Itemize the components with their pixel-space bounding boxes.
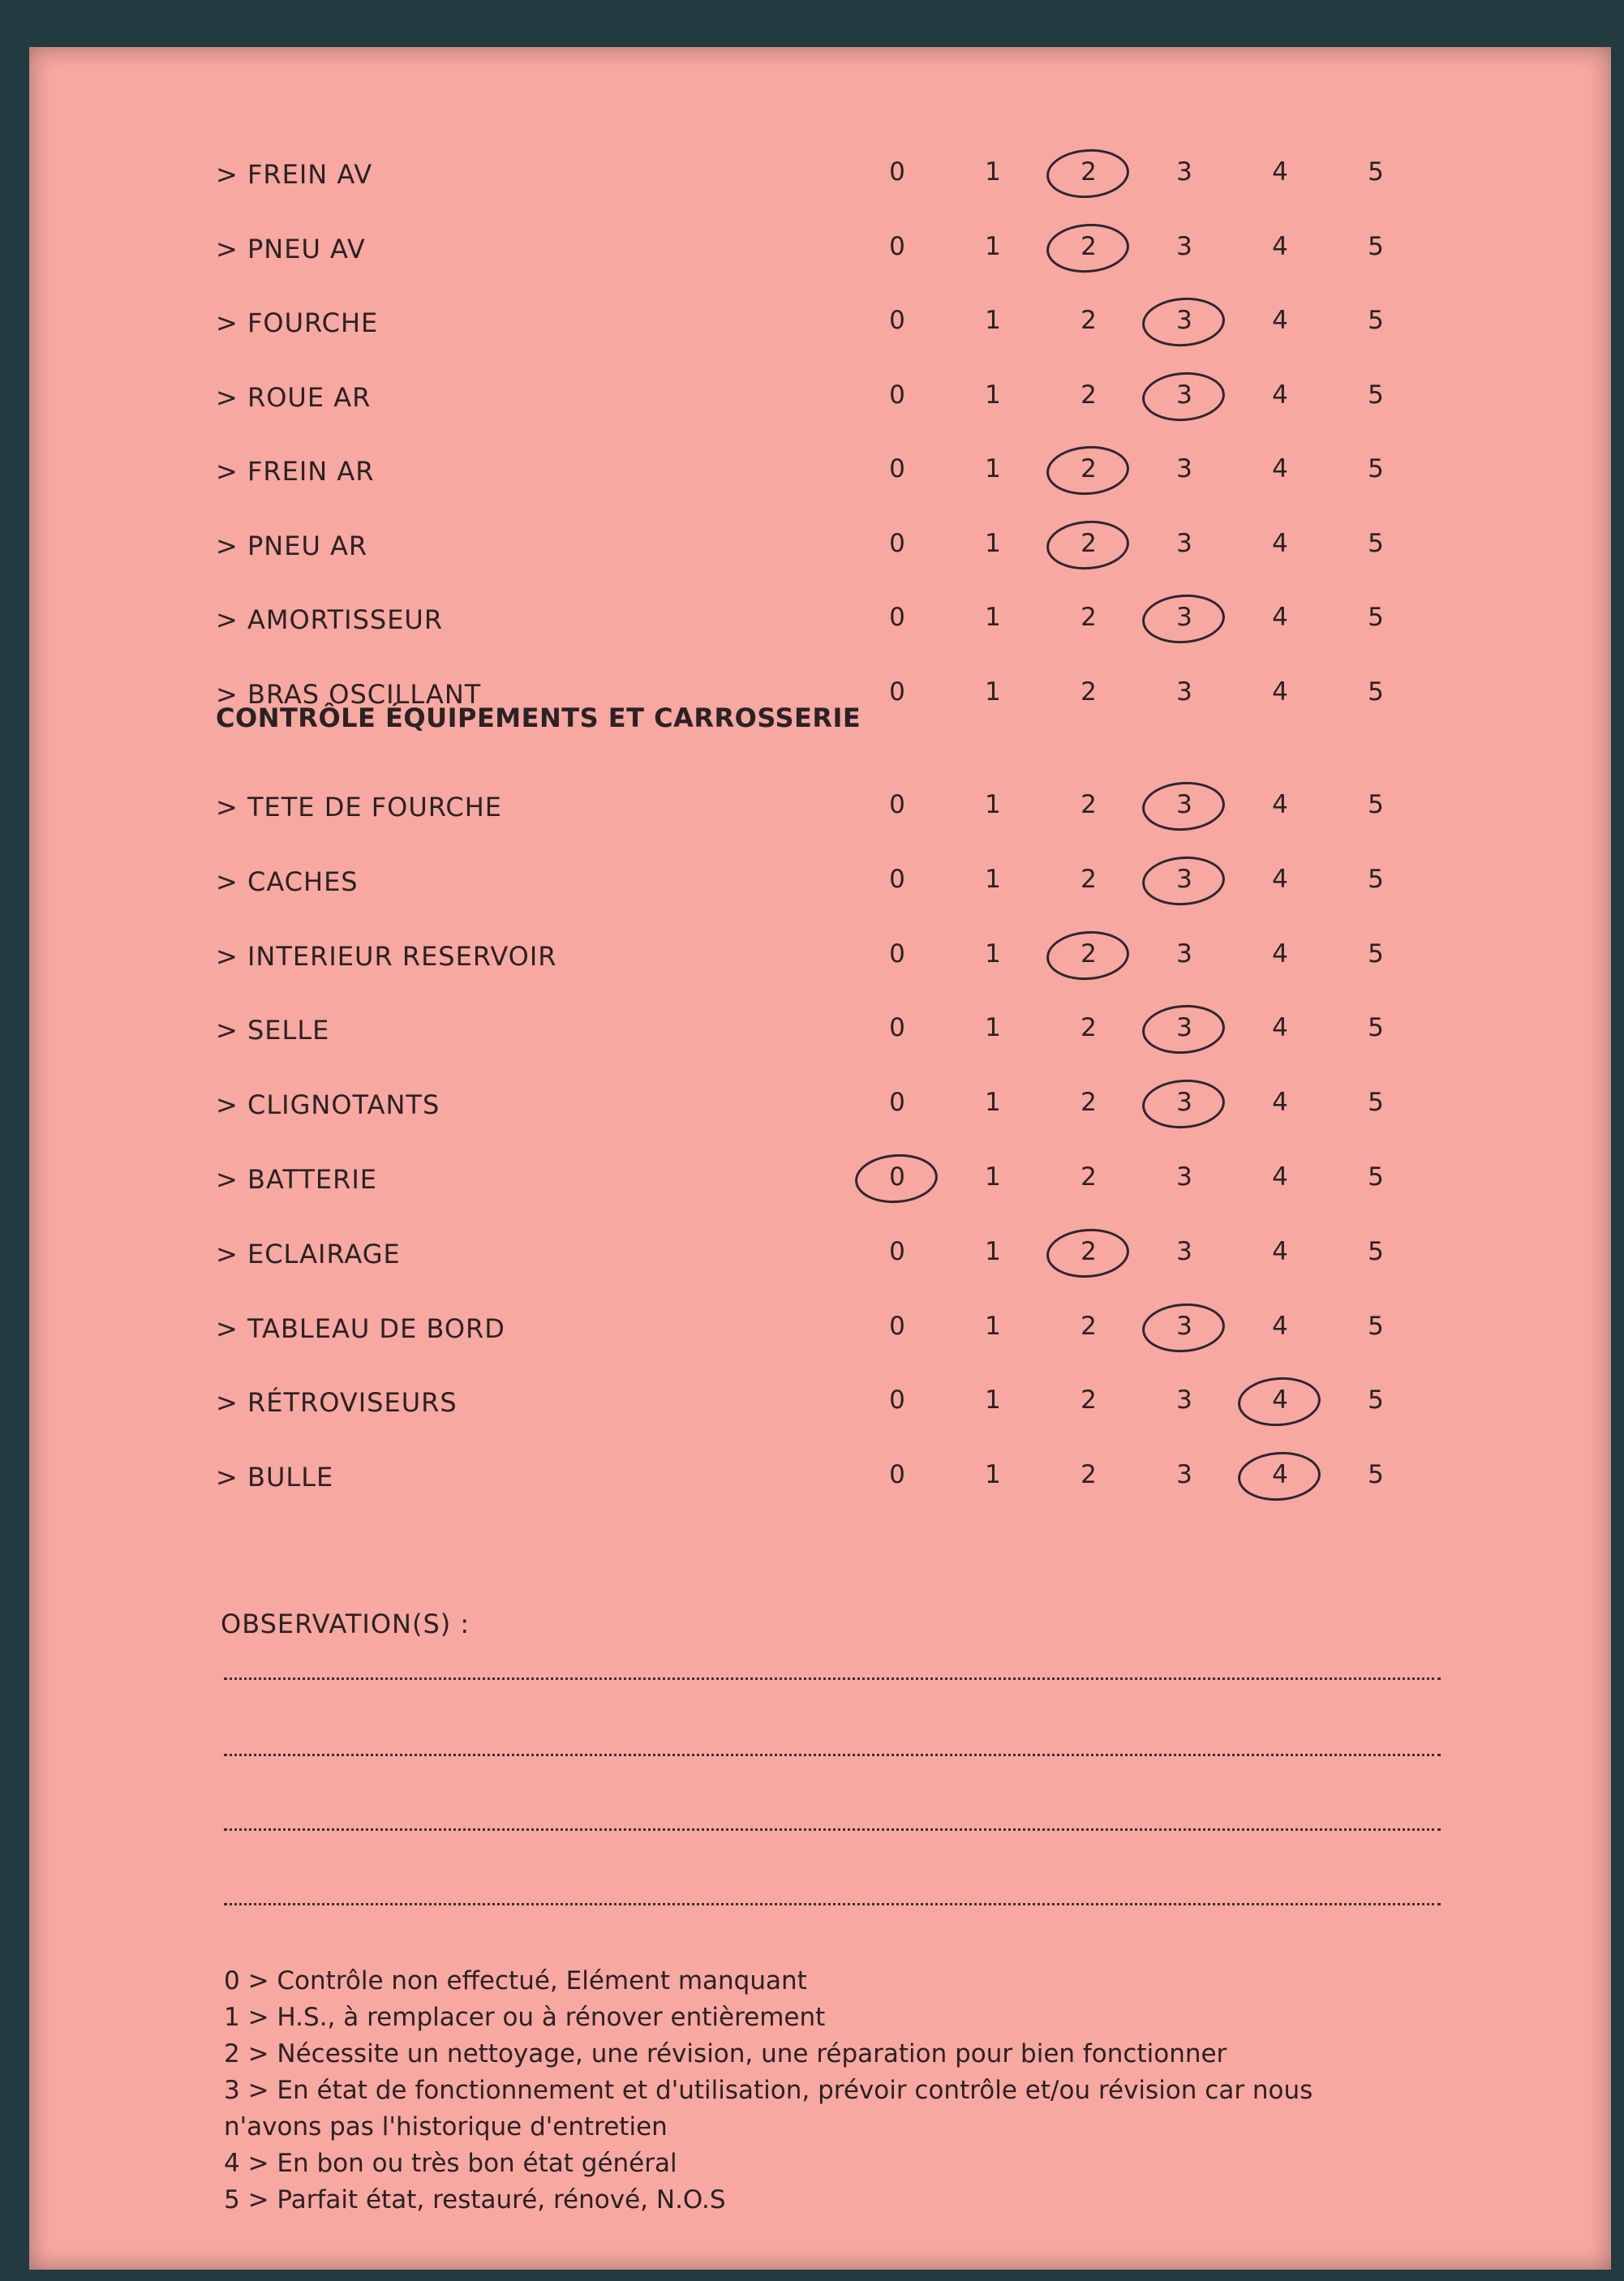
rating-row [29, 1073, 1611, 1138]
score-option[interactable]: 3 [1176, 939, 1192, 969]
score-option[interactable]: 0 [889, 528, 905, 558]
score-option[interactable]: 3 [1176, 454, 1192, 483]
score-option[interactable]: 5 [1368, 1088, 1384, 1118]
score-option[interactable]: 1 [985, 454, 1001, 483]
legend-line: n'avons pas l'historique d'entretien [224, 2112, 668, 2141]
row-label: > CLIGNOTANTS [216, 1089, 440, 1121]
score-option[interactable]: 1 [985, 1013, 1001, 1043]
score-option[interactable]: 5 [1368, 1013, 1384, 1043]
score-option-circled[interactable]: 2 [1064, 939, 1113, 969]
score-option[interactable]: 0 [889, 306, 905, 335]
rating-row [29, 366, 1611, 431]
legend-line: 3 > En état de fonctionnement et d'utilisation, prévoir contrôle et/ou révision car nous [224, 2076, 1313, 2105]
score-option[interactable]: 0 [889, 1236, 905, 1266]
score-option[interactable]: 1 [985, 306, 1001, 335]
row-label: > FREIN AV [216, 159, 373, 190]
section-heading: CONTRÔLE ÉQUIPEMENTS ET CARROSSERIE [216, 702, 861, 733]
score-option[interactable]: 0 [889, 454, 905, 483]
score-option[interactable]: 5 [1368, 454, 1384, 483]
score-option[interactable]: 2 [1081, 1013, 1097, 1043]
score-option[interactable]: 1 [985, 1311, 1001, 1341]
rating-legend [224, 1963, 1441, 2219]
score-option[interactable]: 2 [1081, 306, 1097, 335]
score-option[interactable]: 2 [1081, 677, 1097, 707]
score-option[interactable]: 4 [1272, 677, 1288, 707]
score-option-circled[interactable]: 2 [1064, 529, 1113, 558]
legend-line: 0 > Contrôle non effectué, Elément manquant [224, 1966, 807, 1995]
score-option[interactable]: 1 [985, 864, 1001, 894]
score-option[interactable]: 0 [889, 157, 905, 187]
score-option[interactable]: 0 [889, 1385, 905, 1415]
score-option[interactable]: 1 [985, 231, 1001, 261]
score-option[interactable]: 4 [1272, 939, 1288, 969]
rating-row [29, 925, 1611, 990]
rating-row [29, 1148, 1611, 1213]
score-option[interactable]: 5 [1368, 528, 1384, 558]
row-label: > ROUE AR [216, 381, 372, 413]
score-option[interactable]: 5 [1368, 790, 1384, 819]
rating-row [29, 588, 1611, 653]
score-option[interactable]: 0 [889, 790, 905, 819]
score-option[interactable]: 1 [985, 1162, 1001, 1192]
score-option-circled[interactable]: 0 [873, 1162, 922, 1192]
score-option[interactable]: 2 [1081, 1385, 1097, 1415]
row-label: > PNEU AV [216, 233, 366, 264]
row-label: > TETE DE FOURCHE [216, 792, 502, 823]
rating-row [29, 217, 1611, 282]
score-option-circled[interactable]: 2 [1064, 454, 1113, 483]
score-option[interactable]: 5 [1368, 1385, 1384, 1415]
score-option[interactable]: 5 [1368, 677, 1384, 707]
rating-row [29, 440, 1611, 505]
score-option-circled[interactable]: 3 [1160, 603, 1209, 632]
score-option[interactable]: 4 [1272, 864, 1288, 894]
score-option-circled[interactable]: 3 [1160, 1013, 1209, 1042]
rating-row [29, 1445, 1611, 1510]
legend-line: 2 > Nécessite un nettoyage, une révision, une réparation pour bien fonctionner [224, 2039, 1227, 2068]
rating-row [29, 775, 1611, 840]
score-option[interactable]: 0 [889, 603, 905, 632]
score-option[interactable]: 0 [889, 1088, 905, 1118]
score-option[interactable]: 5 [1368, 380, 1384, 410]
score-option[interactable]: 4 [1272, 380, 1288, 410]
row-label: > CACHES [216, 866, 359, 897]
row-label: > PNEU AR [216, 530, 368, 561]
score-option[interactable]: 5 [1368, 939, 1384, 969]
score-option[interactable]: 2 [1081, 1162, 1097, 1192]
legend-line: 4 > En bon ou très bon état général [224, 2149, 677, 2178]
rating-row [29, 291, 1611, 356]
rating-row [29, 143, 1611, 208]
score-option-circled[interactable]: 3 [1160, 306, 1209, 335]
row-label: > AMORTISSEUR [216, 604, 444, 635]
score-option[interactable]: 2 [1081, 1088, 1097, 1118]
legend-line: 1 > H.S., à remplacer ou à rénover entièrement [224, 2003, 826, 2032]
score-option[interactable]: 5 [1368, 1162, 1384, 1192]
score-option[interactable]: 4 [1272, 603, 1288, 632]
score-option[interactable]: 5 [1368, 1460, 1384, 1490]
inspection-sheet [29, 47, 1611, 2270]
score-option[interactable]: 4 [1272, 157, 1288, 187]
row-label: > BATTERIE [216, 1164, 377, 1195]
score-option[interactable]: 5 [1368, 864, 1384, 894]
score-option[interactable]: 3 [1176, 1385, 1192, 1415]
score-option[interactable]: 2 [1081, 1311, 1097, 1341]
observation-line[interactable] [224, 1754, 1441, 1756]
rating-row [29, 514, 1611, 579]
row-label: > INTERIEUR RESERVOIR [216, 940, 557, 972]
score-option[interactable]: 0 [889, 1013, 905, 1043]
score-option[interactable]: 1 [985, 603, 1001, 632]
score-option[interactable]: 5 [1368, 157, 1384, 187]
score-option[interactable]: 4 [1272, 1162, 1288, 1192]
row-label: > FREIN AR [216, 456, 375, 487]
score-option-circled[interactable]: 2 [1064, 232, 1113, 261]
rating-row [29, 1371, 1611, 1436]
score-option-circled[interactable]: 4 [1256, 1460, 1304, 1489]
score-option[interactable]: 1 [985, 157, 1001, 187]
score-option[interactable]: 1 [985, 790, 1001, 819]
score-option[interactable]: 3 [1176, 231, 1192, 261]
row-label: > RÉTROVISEURS [216, 1387, 458, 1419]
score-option[interactable]: 4 [1272, 306, 1288, 335]
rating-row [29, 1222, 1611, 1287]
score-option[interactable]: 3 [1176, 157, 1192, 187]
row-label: > BULLE [216, 1462, 334, 1493]
rating-row [29, 850, 1611, 915]
observation-label: OBSERVATION(S) : [221, 1609, 470, 1639]
score-option[interactable]: 1 [985, 1460, 1001, 1490]
score-option[interactable]: 4 [1272, 454, 1288, 483]
legend-line: 5 > Parfait état, restauré, rénové, N.O.S [224, 2185, 726, 2214]
score-option[interactable]: 5 [1368, 603, 1384, 632]
score-option[interactable]: 0 [889, 939, 905, 969]
score-option[interactable]: 5 [1368, 1236, 1384, 1266]
score-option[interactable]: 1 [985, 939, 1001, 969]
score-option[interactable]: 1 [985, 1236, 1001, 1266]
score-option[interactable]: 5 [1368, 1311, 1384, 1341]
observation-line[interactable] [224, 1828, 1441, 1831]
row-label: > ECLAIRAGE [216, 1238, 401, 1269]
score-option[interactable]: 5 [1368, 306, 1384, 335]
score-option[interactable]: 2 [1081, 603, 1097, 632]
score-option[interactable]: 2 [1081, 790, 1097, 819]
score-option[interactable]: 1 [985, 677, 1001, 707]
observation-line[interactable] [224, 1677, 1441, 1680]
score-option[interactable]: 3 [1176, 1460, 1192, 1490]
score-option[interactable]: 2 [1081, 380, 1097, 410]
score-option-circled[interactable]: 3 [1160, 1088, 1209, 1117]
observation-line[interactable] [224, 1903, 1441, 1905]
score-option[interactable]: 0 [889, 231, 905, 261]
score-option[interactable]: 4 [1272, 1236, 1288, 1266]
score-option[interactable]: 1 [985, 380, 1001, 410]
score-option[interactable]: 1 [985, 528, 1001, 558]
score-option[interactable]: 0 [889, 677, 905, 707]
score-option[interactable]: 4 [1272, 528, 1288, 558]
score-option[interactable]: 1 [985, 1385, 1001, 1415]
score-option[interactable]: 3 [1176, 1236, 1192, 1266]
score-option[interactable]: 3 [1176, 528, 1192, 558]
score-option[interactable]: 2 [1081, 1460, 1097, 1490]
score-option[interactable]: 4 [1272, 1013, 1288, 1043]
row-label: > SELLE [216, 1015, 330, 1046]
score-option-circled[interactable]: 3 [1160, 380, 1209, 410]
score-option-circled[interactable]: 3 [1160, 790, 1209, 819]
row-label: > BRAS OSCILLANT [216, 678, 482, 710]
rating-row [29, 999, 1611, 1063]
score-option-circled[interactable]: 3 [1160, 1312, 1209, 1341]
score-option[interactable]: 0 [889, 380, 905, 410]
score-option-circled[interactable]: 3 [1160, 865, 1209, 894]
score-option[interactable]: 3 [1176, 1162, 1192, 1192]
score-option[interactable]: 4 [1272, 1311, 1288, 1341]
score-option[interactable]: 4 [1272, 790, 1288, 819]
score-option[interactable]: 0 [889, 1460, 905, 1490]
score-option[interactable]: 0 [889, 864, 905, 894]
score-option-circled[interactable]: 4 [1256, 1385, 1304, 1415]
score-option[interactable]: 4 [1272, 231, 1288, 261]
score-option-circled[interactable]: 2 [1064, 1237, 1113, 1266]
score-option[interactable]: 4 [1272, 1088, 1288, 1118]
score-option[interactable]: 2 [1081, 864, 1097, 894]
score-option[interactable]: 1 [985, 1088, 1001, 1118]
score-option-circled[interactable]: 2 [1064, 157, 1113, 187]
score-option[interactable]: 0 [889, 1311, 905, 1341]
rating-row [29, 1297, 1611, 1362]
score-option[interactable]: 5 [1368, 231, 1384, 261]
row-label: > FOURCHE [216, 307, 379, 338]
score-option[interactable]: 3 [1176, 677, 1192, 707]
row-label: > TABLEAU DE BORD [216, 1312, 505, 1344]
